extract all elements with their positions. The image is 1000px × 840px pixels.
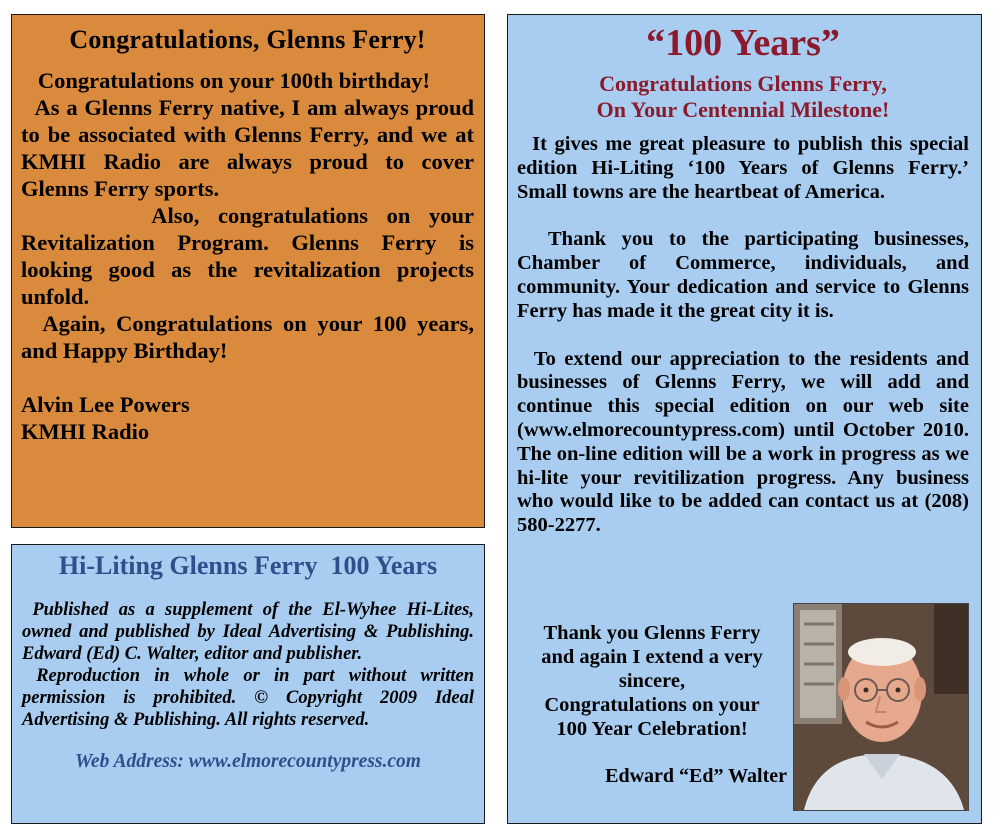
- closing-line: 100 Year Celebration!: [556, 718, 748, 740]
- hiliting-title: Hi-Liting Glenns Ferry 100 Years: [58, 551, 438, 580]
- publisher-subtitle-line: Congratulations Glenns Ferry,: [599, 71, 887, 96]
- kmhi-signature-org: KMHI Radio: [21, 419, 150, 444]
- closing-line: Congratulations on your: [544, 694, 760, 716]
- publisher-subtitle-line: On Your Centennial Milestone!: [596, 97, 890, 122]
- closing-line: sincere,: [618, 670, 686, 692]
- kmhi-paragraph: Again, Congratulations on your 100 years, and Happy Birthday!: [21, 311, 474, 363]
- kmhi-title: Congratulations, Glenns Ferry!: [69, 25, 426, 54]
- hiliting-info-box: [11, 544, 485, 824]
- hiliting-paragraph: Published as a supplement of the El-Wyhee Hi-Lites, owned and published by Ideal Advertising & Publishing. Edward (Ed) C. Walter, editor and publisher.: [22, 600, 474, 664]
- closing-line: and again I extend a very: [541, 646, 763, 668]
- publisher-paragraph: Thank you to the participating businesses, Chamber of Commerce, individuals, and community. Your dedication and service to Glenns Ferry has made it the great city it is.: [517, 228, 969, 322]
- kmhi-paragraph: As a Glenns Ferry native, I am always proud to be associated with Glenns Ferry, and we at KMHI Radio are always proud to cover Glenns Ferry sports.: [21, 95, 474, 201]
- kmhi-message-box: [11, 14, 485, 528]
- publisher-letter-box: [507, 14, 982, 824]
- publisher-portrait-photo: [793, 603, 969, 811]
- kmhi-paragraph: Also, congratulations on your Revitalization Program. Glenns Ferry is looking good as the revitalization projects unfold.: [21, 203, 474, 309]
- hiliting-paragraph: Reproduction in whole or in part without written permission is prohibited. © Copyright 2009 Ideal Advertising & Publishing. All rights reserved.: [22, 666, 474, 730]
- closing-line: Thank you Glenns Ferry: [543, 622, 761, 644]
- web-address: Web Address: www.elmorecountypress.com: [75, 751, 421, 772]
- publisher-title: “100 Years”: [646, 22, 840, 64]
- kmhi-signature-name: Alvin Lee Powers: [21, 392, 190, 417]
- kmhi-paragraph: Congratulations on your 100th birthday!: [21, 68, 431, 93]
- closing-message: [517, 621, 787, 741]
- publisher-subtitle: [517, 71, 969, 123]
- portrait-illustration: [794, 604, 968, 810]
- publisher-paragraph: It gives me great pleasure to publish this special edition Hi-Liting ‘100 Years of Glenns Ferry.’ Small towns are the heartbeat of America.: [517, 133, 969, 203]
- publisher-paragraph: To extend our appreciation to the residents and businesses of Glenns Ferry, we will add and continue this special edition on our web site (www.elmorecountypress.com) until October 2010. The on-line edition will be a work in progress as we hi-lite your revitilization progress. Any business who would like to be added can contact us at (208) 580-2277.: [517, 347, 969, 537]
- publisher-signature: Edward “Ed” Walter: [605, 765, 787, 787]
